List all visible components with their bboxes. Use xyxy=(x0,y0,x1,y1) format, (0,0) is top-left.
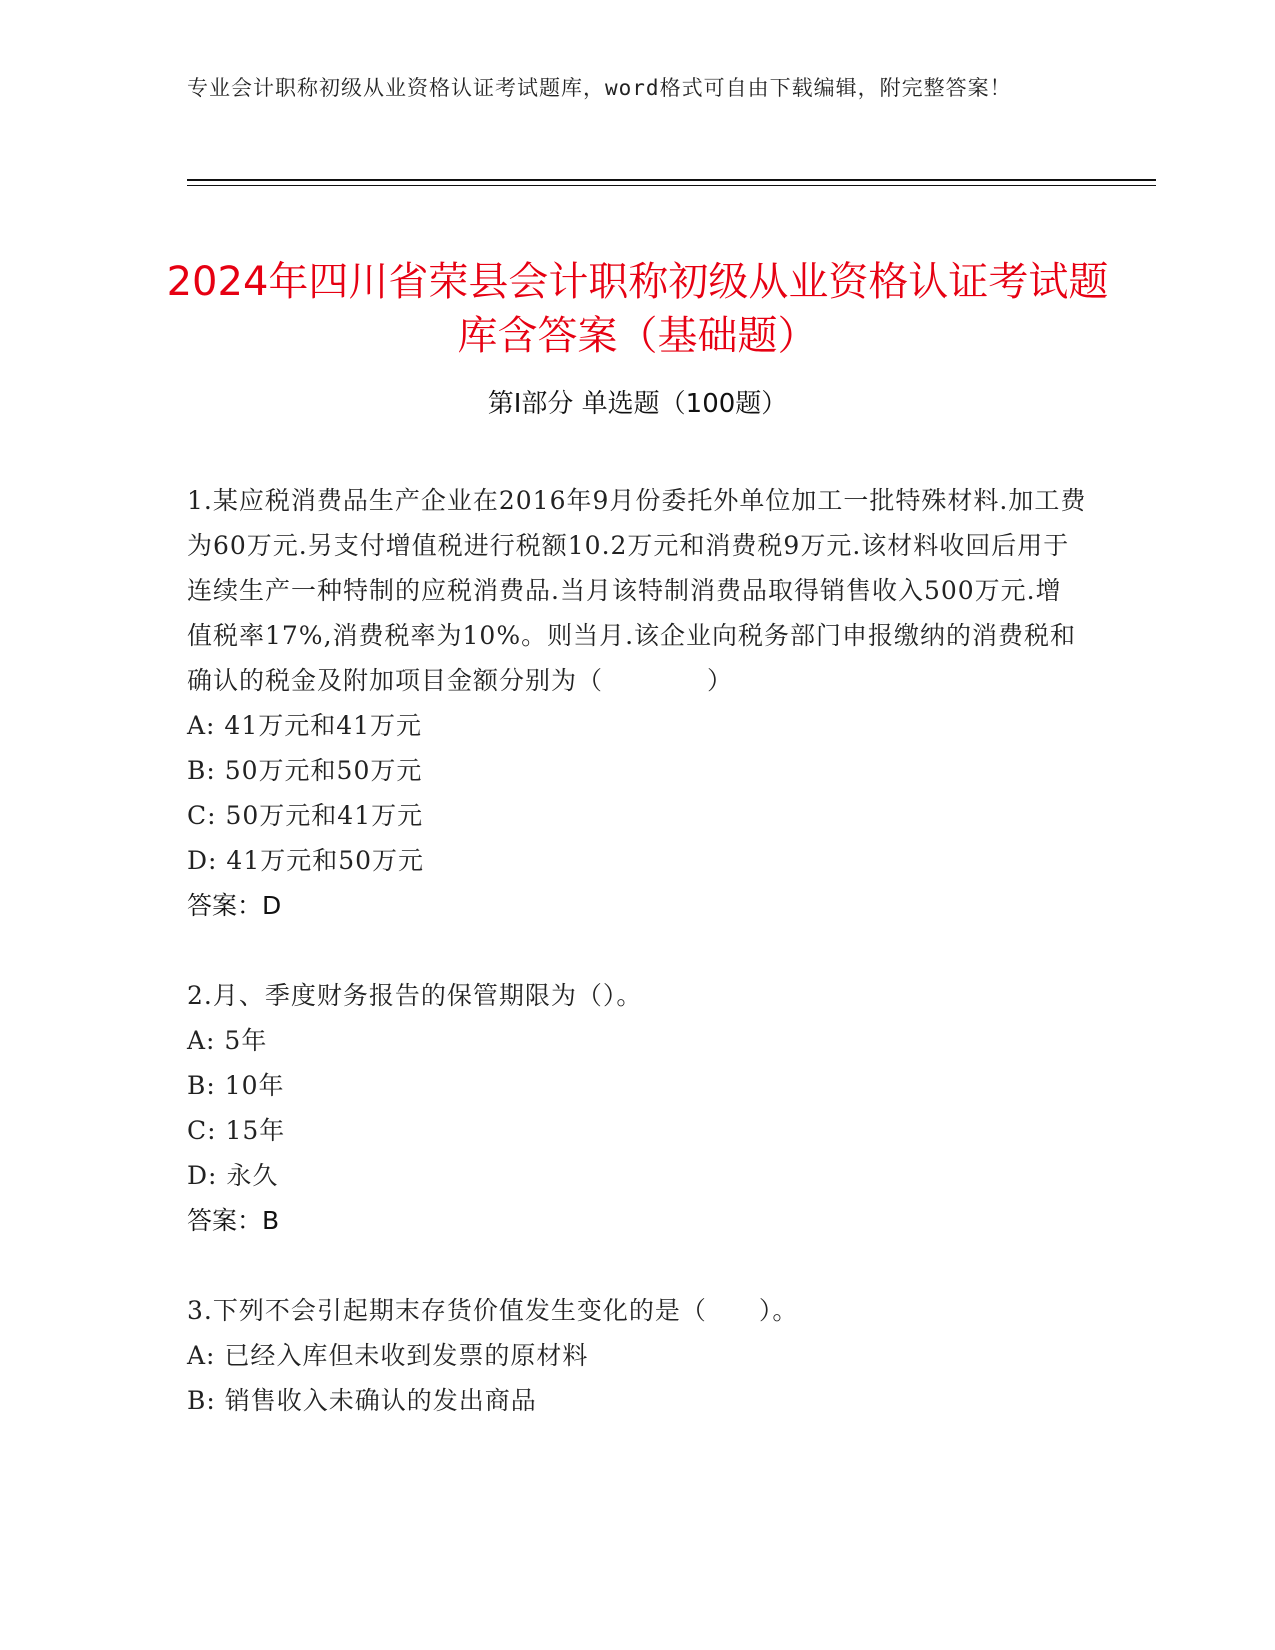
section-title: 第I部分 单选题（100题） xyxy=(487,389,788,419)
question-spacer xyxy=(187,928,1087,973)
option-b: B: 销售收入未确认的发出商品 xyxy=(187,1386,537,1415)
option-a: A: 已经入库但未收到发票的原材料 xyxy=(187,1341,589,1370)
option-a: A: 5年 xyxy=(187,1026,268,1055)
question-stem: 1.某应税消费品生产企业在2016年9月份委托外单位加工一批特殊材料.加工费为60万元.另支付增值税进行税额10.2万元和消费税9万元.该材料收回后用于连续生产一种特制的应税消费品.当月该特制消费品取得销售收入500万元.增值税率17%,消费税率为10%。则当月.该企业向税务部门申报缴纳的消费税和确认的税金及附加项目金额分别为（ ） xyxy=(187,486,1087,695)
header-divider-thin xyxy=(187,185,1156,186)
option-b: B: 10年 xyxy=(187,1071,285,1100)
option-b: B: 50万元和50万元 xyxy=(187,756,423,785)
question-3 xyxy=(187,1288,1087,1423)
document-title: 2024年四川省荣县会计职称初级从业资格认证考试题库含答案（基础题） xyxy=(166,258,1109,359)
question-2 xyxy=(187,973,1087,1243)
question-stem: 2.月、季度财务报告的保管期限为（）。 xyxy=(187,981,643,1010)
header-note: 专业会计职称初级从业资格认证考试题库，word格式可自由下载编辑，附完整答案！ xyxy=(187,76,1012,100)
answer-label: 答案：B xyxy=(187,1206,280,1235)
answer-label: 答案：D xyxy=(187,891,282,920)
option-c: C: 50万元和41万元 xyxy=(187,801,424,830)
option-d: D: 41万元和50万元 xyxy=(187,846,425,875)
question-list xyxy=(187,478,1087,1423)
question-1 xyxy=(187,478,1087,928)
header-divider xyxy=(187,179,1156,181)
option-c: C: 15年 xyxy=(187,1116,286,1145)
question-spacer xyxy=(187,1243,1087,1288)
option-d: D: 永久 xyxy=(187,1161,279,1190)
question-stem: 3.下列不会引起期末存货价值发生变化的是（ ）。 xyxy=(187,1296,799,1325)
option-a: A: 41万元和41万元 xyxy=(187,711,423,740)
